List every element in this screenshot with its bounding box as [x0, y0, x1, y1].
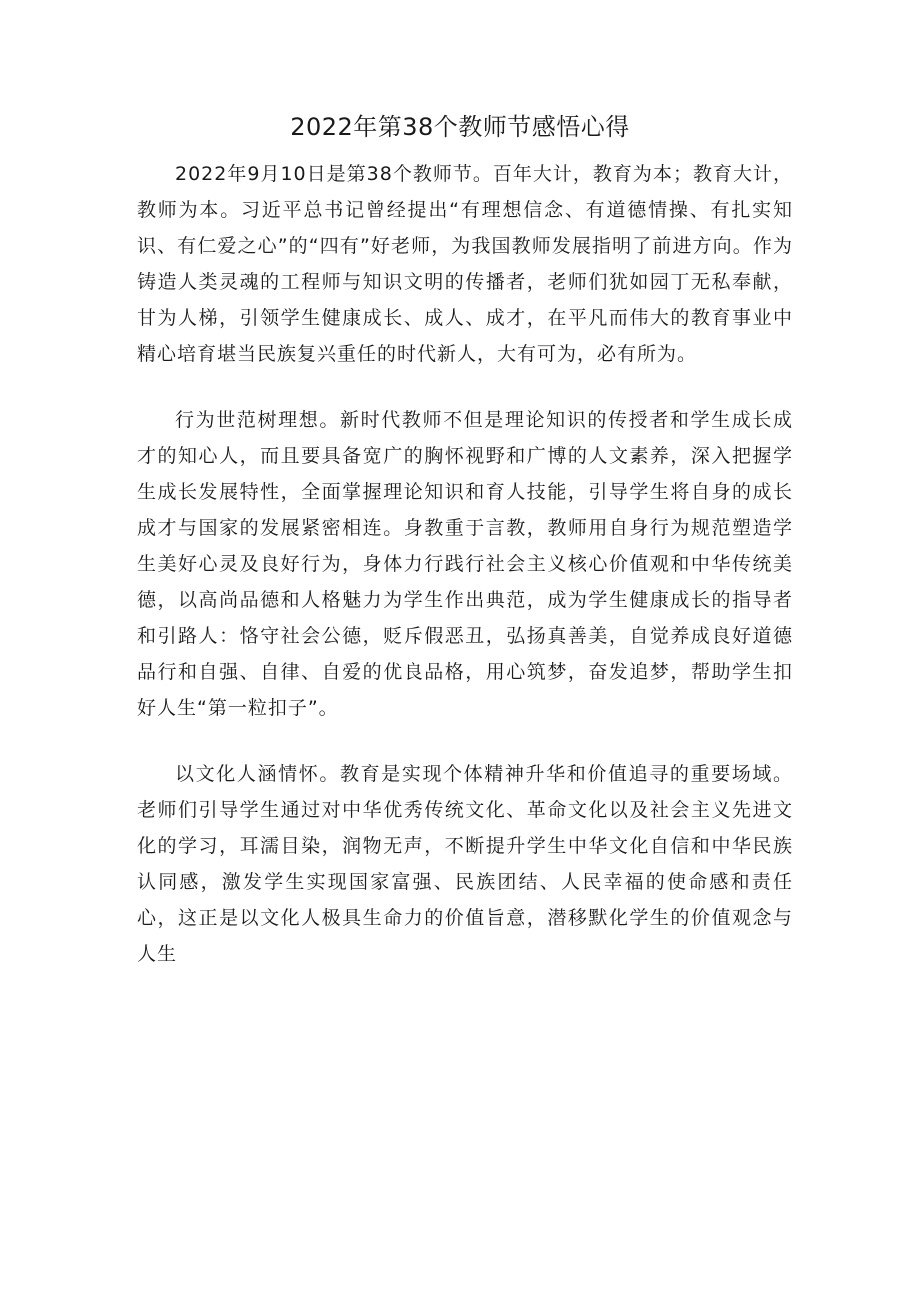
document-body: [137, 156, 793, 972]
document-title: 2022年第38个教师节感悟心得: [290, 113, 630, 141]
paragraph-intro: 2022年9月10日是第38个教师节。百年大计，教育为本；教育大计，教师为本。习近平总书记曾经提出“有理想信念、有道德情操、有扎实知识、有仁爱之心”的“四有”好老师，为我国教师发展指明了前进方向。作为铸造人类灵魂的工程师与知识文明的传播者，老师们犹如园丁无私奉献，甘为人梯，引领学生健康成长、成人、成才，在平凡而伟大的教育事业中精心培育堪当民族复兴重任的时代新人，大有可为，必有所为。: [137, 163, 793, 365]
paragraph-culture: 以文化人涵情怀。教育是实现个体精神升华和价值追寻的重要场域。老师们引导学生通过对中华优秀传统文化、革命文化以及社会主义先进文化的学习，耳濡目染，润物无声，不断提升学生中华文化自信和中华民族认同感，激发学生实现国家富强、民族团结、人民幸福的使命感和责任心，这正是以文化人极具生命力的价值旨意，潜移默化学生的价值观念与人生: [137, 763, 793, 965]
paragraph-role-model: 行为世范树理想。新时代教师不但是理论知识的传授者和学生成长成才的知心人，而且要具备宽广的胸怀视野和广博的人文素养，深入把握学生成长发展特性，全面掌握理论知识和育人技能，引导学生将自身的成长成才与国家的发展紧密相连。身教重于言教，教师用自身行为规范塑造学生美好心灵及良好行为，身体力行践行社会主义核心价值观和中华传统美德，以高尚品德和人格魅力为学生作出典范，成为学生健康成长的指导者和引路人：恪守社会公德，贬斥假恶丑，弘扬真善美，自觉养成良好道德品行和自强、自律、自爱的优良品格，用心筑梦，奋发追梦，帮助学生扣好人生“第一粒扣子”。: [137, 409, 793, 719]
